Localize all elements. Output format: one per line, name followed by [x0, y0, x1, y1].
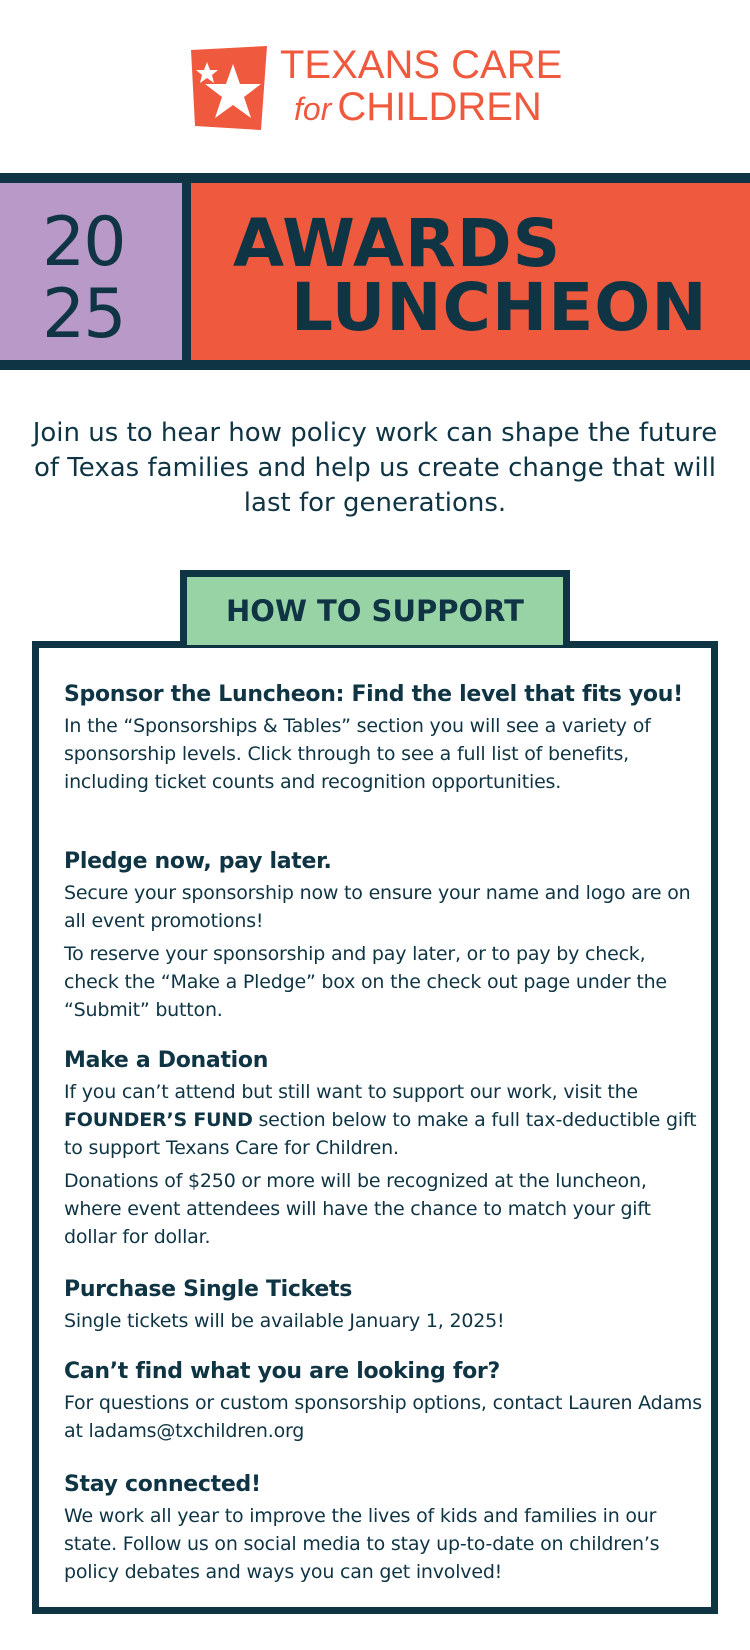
event-banner — [0, 173, 750, 370]
donation-section — [64, 1046, 704, 1251]
title-panel — [191, 183, 750, 360]
logo-for: for — [294, 91, 332, 127]
stay-connected-section — [64, 1470, 704, 1586]
pledge-body: Secure your sponsorship now to ensure your name and logo are on all event promotions! — [64, 882, 691, 932]
sponsor-heading: Sponsor the Luncheon: Find the level that fits you! — [64, 682, 683, 707]
tickets-heading: Purchase Single Tickets — [64, 1277, 353, 1302]
how-to-support-heading: HOW TO SUPPORT — [180, 570, 570, 645]
tickets-body: Single tickets will be available January 1, 2025! — [64, 1310, 505, 1332]
year-top: 20 — [42, 203, 125, 282]
logo — [191, 44, 571, 134]
year-panel — [0, 183, 182, 360]
logo-wordmark — [280, 44, 562, 130]
logo-line-1: TEXANS CARE — [280, 43, 563, 87]
pledge-body-2: To reserve your sponsorship and pay later, or to pay by check, check the “Make a Pledge” box on the check out page under the “Submit” button. — [64, 943, 667, 1021]
donation-body-post: section below to make a full tax-deductible gift to support Texans Care for Children. — [64, 1109, 697, 1159]
pledge-section — [64, 847, 704, 1024]
star-logo-icon — [191, 46, 267, 130]
stay-connected-body: We work all year to improve the lives of kids and families in our state. Follow us on social media to stay up-to-date on children’s policy debates and ways you can get involved! — [64, 1505, 660, 1583]
contact-section — [64, 1357, 704, 1445]
pledge-heading: Pledge now, pay later. — [64, 849, 332, 874]
stay-connected-heading: Stay connected! — [64, 1472, 261, 1497]
intro-text: Join us to hear how policy work can shape the future of Texas families and help us create change that will last for generations. — [32, 418, 718, 518]
tickets-section — [64, 1275, 704, 1335]
sponsor-section — [64, 680, 704, 796]
donation-body-pre: If you can’t attend but still want to support our work, visit the — [64, 1081, 638, 1103]
event-year — [42, 203, 152, 354]
contact-body: For questions or custom sponsorship options, contact Lauren Adams at ladams@txchildren.org — [64, 1392, 702, 1442]
founders-fund-label: FOUNDER’S FUND — [64, 1109, 253, 1131]
logo-children: CHILDREN — [337, 85, 542, 129]
contact-heading: Can’t find what you are looking for? — [64, 1359, 500, 1384]
donation-body-2: Donations of $250 or more will be recognized at the luncheon, where event attendees will have the chance to match your gift dollar for dollar. — [64, 1170, 651, 1248]
logo-line-2 — [294, 86, 562, 130]
sponsor-body: In the “Sponsorships & Tables” section you will see a variety of sponsorship levels. Click through to see a full list of benefits, including ticket counts and recognition opportunities. — [64, 715, 651, 793]
event-title-line-1: AWARDS — [233, 205, 562, 282]
year-bottom: 25 — [42, 275, 125, 354]
event-title-line-2: LUNCHEON — [291, 269, 708, 346]
donation-body — [64, 1078, 704, 1162]
donation-heading: Make a Donation — [64, 1048, 269, 1073]
